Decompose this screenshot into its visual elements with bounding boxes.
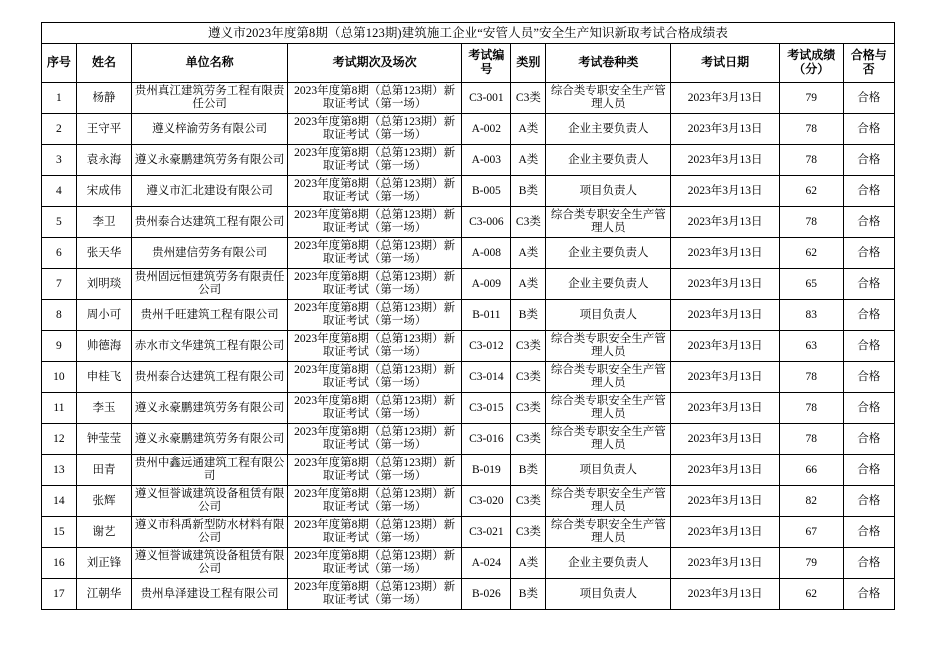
cell-pass: 合格: [843, 517, 894, 548]
cell-term: 2023年度第8期（总第123期）新取证考试（第一场）: [288, 145, 462, 176]
table-row: [42, 393, 895, 424]
cell-name: 周小可: [76, 300, 131, 331]
column-header-exam-code-line1: 考试编: [468, 48, 505, 63]
cell-category: B类: [511, 455, 546, 486]
cell-score: 66: [780, 455, 844, 486]
cell-pass: 合格: [843, 455, 894, 486]
cell-index: 1: [42, 83, 77, 114]
cell-paper-type: 企业主要负责人: [546, 238, 671, 269]
table-body: [42, 83, 895, 610]
table-head: [42, 23, 895, 83]
column-header-term: 考试期次及场次: [288, 44, 462, 83]
cell-exam-code: A-003: [462, 145, 511, 176]
cell-exam-date: 2023年3月13日: [671, 83, 780, 114]
cell-score: 78: [780, 145, 844, 176]
column-header-pass-line2: 否: [862, 62, 875, 76]
cell-index: 2: [42, 114, 77, 145]
cell-category: A类: [511, 238, 546, 269]
column-header-unit: 单位名称: [132, 44, 288, 83]
cell-pass: 合格: [843, 114, 894, 145]
cell-index: 3: [42, 145, 77, 176]
cell-category: A类: [511, 269, 546, 300]
cell-unit: 遵义市科禹新型防水材料有限公司: [132, 517, 288, 548]
cell-unit: 贵州固远恒建筑劳务有限责任公司: [132, 269, 288, 300]
cell-exam-date: 2023年3月13日: [671, 331, 780, 362]
cell-pass: 合格: [843, 145, 894, 176]
cell-index: 5: [42, 207, 77, 238]
document-title: 遵义市2023年度第8期（总第123期)建筑施工企业“安管人员”安全生产知识新取考试合格成绩表: [42, 23, 895, 44]
column-header-exam-date: 考试日期: [671, 44, 780, 83]
cell-exam-date: 2023年3月13日: [671, 176, 780, 207]
spreadsheet-area: [41, 22, 895, 610]
cell-category: C3类: [511, 362, 546, 393]
cell-unit: 遵义恒誉诚建筑设备租赁有限公司: [132, 548, 288, 579]
cell-index: 15: [42, 517, 77, 548]
cell-paper-type: 项目负责人: [546, 455, 671, 486]
cell-exam-code: C3-012: [462, 331, 511, 362]
cell-pass: 合格: [843, 579, 894, 610]
cell-unit: 贵州阜泽建设工程有限公司: [132, 579, 288, 610]
cell-paper-type: 综合类专职安全生产管理人员: [546, 331, 671, 362]
cell-term: 2023年度第8期（总第123期）新取证考试（第一场）: [288, 300, 462, 331]
cell-score: 78: [780, 424, 844, 455]
cell-paper-type: 项目负责人: [546, 176, 671, 207]
cell-category: C3类: [511, 83, 546, 114]
cell-name: 李卫: [76, 207, 131, 238]
table-row: [42, 455, 895, 486]
cell-pass: 合格: [843, 207, 894, 238]
cell-category: C3类: [511, 517, 546, 548]
cell-name: 江朝华: [76, 579, 131, 610]
cell-paper-type: 企业主要负责人: [546, 269, 671, 300]
cell-score: 78: [780, 393, 844, 424]
cell-exam-date: 2023年3月13日: [671, 486, 780, 517]
cell-exam-code: C3-001: [462, 83, 511, 114]
cell-category: C3类: [511, 207, 546, 238]
cell-category: C3类: [511, 486, 546, 517]
cell-category: C3类: [511, 424, 546, 455]
table-row: [42, 145, 895, 176]
cell-exam-date: 2023年3月13日: [671, 579, 780, 610]
cell-category: C3类: [511, 331, 546, 362]
cell-score: 78: [780, 362, 844, 393]
table-row: [42, 517, 895, 548]
column-header-score-line1: 考试成绩: [787, 48, 836, 63]
cell-exam-date: 2023年3月13日: [671, 238, 780, 269]
cell-score: 83: [780, 300, 844, 331]
cell-name: 张辉: [76, 486, 131, 517]
cell-paper-type: 综合类专职安全生产管理人员: [546, 517, 671, 548]
cell-exam-code: A-024: [462, 548, 511, 579]
cell-exam-code: A-009: [462, 269, 511, 300]
table-row: [42, 300, 895, 331]
cell-unit: 赤水市文华建筑工程有限公司: [132, 331, 288, 362]
cell-pass: 合格: [843, 238, 894, 269]
cell-score: 79: [780, 83, 844, 114]
cell-unit: 遵义市汇北建设有限公司: [132, 176, 288, 207]
cell-exam-code: A-008: [462, 238, 511, 269]
cell-pass: 合格: [843, 424, 894, 455]
cell-unit: 贵州千旺建筑工程有限公司: [132, 300, 288, 331]
column-header-score: [780, 44, 844, 83]
cell-index: 4: [42, 176, 77, 207]
cell-index: 6: [42, 238, 77, 269]
cell-paper-type: 项目负责人: [546, 579, 671, 610]
cell-term: 2023年度第8期（总第123期）新取证考试（第一场）: [288, 176, 462, 207]
cell-category: B类: [511, 579, 546, 610]
cell-unit: 贵州泰合达建筑工程有限公司: [132, 362, 288, 393]
cell-name: 谢艺: [76, 517, 131, 548]
cell-term: 2023年度第8期（总第123期）新取证考试（第一场）: [288, 83, 462, 114]
cell-unit: 贵州泰合达建筑工程有限公司: [132, 207, 288, 238]
cell-unit: 遵义永豪鹏建筑劳务有限公司: [132, 145, 288, 176]
cell-pass: 合格: [843, 486, 894, 517]
cell-index: 10: [42, 362, 77, 393]
cell-exam-date: 2023年3月13日: [671, 207, 780, 238]
cell-term: 2023年度第8期（总第123期）新取证考试（第一场）: [288, 269, 462, 300]
cell-name: 刘明琰: [76, 269, 131, 300]
table-row: [42, 579, 895, 610]
title-row: [42, 23, 895, 44]
cell-category: B类: [511, 300, 546, 331]
cell-exam-date: 2023年3月13日: [671, 548, 780, 579]
column-header-pass: [843, 44, 894, 83]
cell-term: 2023年度第8期（总第123期）新取证考试（第一场）: [288, 238, 462, 269]
cell-category: C3类: [511, 393, 546, 424]
cell-unit: 贵州真江建筑劳务工程有限责任公司: [132, 83, 288, 114]
cell-score: 65: [780, 269, 844, 300]
cell-name: 申桂飞: [76, 362, 131, 393]
cell-exam-code: C3-020: [462, 486, 511, 517]
cell-paper-type: 项目负责人: [546, 300, 671, 331]
table-row: [42, 114, 895, 145]
cell-exam-date: 2023年3月13日: [671, 269, 780, 300]
cell-paper-type: 综合类专职安全生产管理人员: [546, 207, 671, 238]
table-row: [42, 269, 895, 300]
cell-term: 2023年度第8期（总第123期）新取证考试（第一场）: [288, 517, 462, 548]
cell-term: 2023年度第8期（总第123期）新取证考试（第一场）: [288, 548, 462, 579]
cell-score: 79: [780, 548, 844, 579]
table-row: [42, 424, 895, 455]
cell-paper-type: 企业主要负责人: [546, 548, 671, 579]
column-header-index: 序号: [42, 44, 77, 83]
cell-index: 11: [42, 393, 77, 424]
cell-score: 78: [780, 207, 844, 238]
cell-name: 杨静: [76, 83, 131, 114]
cell-name: 刘正锋: [76, 548, 131, 579]
cell-exam-code: C3-016: [462, 424, 511, 455]
cell-index: 17: [42, 579, 77, 610]
cell-name: 李玉: [76, 393, 131, 424]
cell-exam-code: C3-006: [462, 207, 511, 238]
cell-paper-type: 企业主要负责人: [546, 145, 671, 176]
cell-exam-date: 2023年3月13日: [671, 455, 780, 486]
cell-exam-date: 2023年3月13日: [671, 300, 780, 331]
cell-unit: 贵州中鑫远通建筑工程有限公司: [132, 455, 288, 486]
cell-index: 9: [42, 331, 77, 362]
cell-score: 82: [780, 486, 844, 517]
cell-name: 钟莹莹: [76, 424, 131, 455]
cell-pass: 合格: [843, 393, 894, 424]
cell-index: 16: [42, 548, 77, 579]
column-header-exam-code: [462, 44, 511, 83]
cell-name: 宋成伟: [76, 176, 131, 207]
cell-unit: 遵义永豪鹏建筑劳务有限公司: [132, 424, 288, 455]
header-row: [42, 44, 895, 83]
cell-term: 2023年度第8期（总第123期）新取证考试（第一场）: [288, 486, 462, 517]
cell-paper-type: 企业主要负责人: [546, 114, 671, 145]
cell-pass: 合格: [843, 300, 894, 331]
table-row: [42, 331, 895, 362]
column-header-exam-code-line2: 号: [480, 62, 493, 76]
cell-name: 张天华: [76, 238, 131, 269]
cell-exam-date: 2023年3月13日: [671, 114, 780, 145]
cell-term: 2023年度第8期（总第123期）新取证考试（第一场）: [288, 393, 462, 424]
cell-unit: 遵义永豪鹏建筑劳务有限公司: [132, 393, 288, 424]
cell-exam-code: B-005: [462, 176, 511, 207]
cell-term: 2023年度第8期（总第123期）新取证考试（第一场）: [288, 331, 462, 362]
cell-index: 8: [42, 300, 77, 331]
cell-category: B类: [511, 176, 546, 207]
cell-score: 67: [780, 517, 844, 548]
column-header-pass-line1: 合格与: [850, 48, 887, 63]
cell-index: 14: [42, 486, 77, 517]
cell-index: 12: [42, 424, 77, 455]
cell-exam-date: 2023年3月13日: [671, 362, 780, 393]
cell-unit: 遵义恒誉诚建筑设备租赁有限公司: [132, 486, 288, 517]
results-table: [41, 22, 895, 610]
table-row: [42, 548, 895, 579]
cell-exam-code: C3-021: [462, 517, 511, 548]
cell-name: 王守平: [76, 114, 131, 145]
cell-paper-type: 综合类专职安全生产管理人员: [546, 362, 671, 393]
column-header-name: 姓名: [76, 44, 131, 83]
cell-score: 78: [780, 114, 844, 145]
cell-term: 2023年度第8期（总第123期）新取证考试（第一场）: [288, 114, 462, 145]
cell-name: 帅德海: [76, 331, 131, 362]
cell-term: 2023年度第8期（总第123期）新取证考试（第一场）: [288, 424, 462, 455]
cell-exam-code: B-011: [462, 300, 511, 331]
cell-paper-type: 综合类专职安全生产管理人员: [546, 393, 671, 424]
cell-exam-code: A-002: [462, 114, 511, 145]
cell-exam-date: 2023年3月13日: [671, 517, 780, 548]
cell-unit: 贵州建信劳务有限公司: [132, 238, 288, 269]
cell-score: 62: [780, 176, 844, 207]
cell-exam-date: 2023年3月13日: [671, 145, 780, 176]
cell-pass: 合格: [843, 362, 894, 393]
cell-score: 62: [780, 579, 844, 610]
cell-pass: 合格: [843, 83, 894, 114]
table-row: [42, 176, 895, 207]
cell-exam-date: 2023年3月13日: [671, 393, 780, 424]
cell-unit: 遵义梓渝劳务有限公司: [132, 114, 288, 145]
cell-pass: 合格: [843, 331, 894, 362]
cell-term: 2023年度第8期（总第123期）新取证考试（第一场）: [288, 362, 462, 393]
cell-paper-type: 综合类专职安全生产管理人员: [546, 424, 671, 455]
cell-exam-code: B-019: [462, 455, 511, 486]
cell-score: 62: [780, 238, 844, 269]
column-header-category: 类别: [511, 44, 546, 83]
cell-category: A类: [511, 548, 546, 579]
cell-name: 袁永海: [76, 145, 131, 176]
cell-score: 63: [780, 331, 844, 362]
table-row: [42, 486, 895, 517]
cell-pass: 合格: [843, 269, 894, 300]
cell-paper-type: 综合类专职安全生产管理人员: [546, 486, 671, 517]
table-row: [42, 238, 895, 269]
cell-exam-code: C3-014: [462, 362, 511, 393]
cell-index: 13: [42, 455, 77, 486]
cell-paper-type: 综合类专职安全生产管理人员: [546, 83, 671, 114]
cell-pass: 合格: [843, 548, 894, 579]
cell-exam-date: 2023年3月13日: [671, 424, 780, 455]
cell-exam-code: C3-015: [462, 393, 511, 424]
table-row: [42, 362, 895, 393]
cell-exam-code: B-026: [462, 579, 511, 610]
cell-name: 田青: [76, 455, 131, 486]
column-header-score-line2: （分）: [793, 62, 830, 76]
table-row: [42, 207, 895, 238]
cell-term: 2023年度第8期（总第123期）新取证考试（第一场）: [288, 455, 462, 486]
table-row: [42, 83, 895, 114]
column-header-paper-type: 考试卷种类: [546, 44, 671, 83]
cell-index: 7: [42, 269, 77, 300]
cell-term: 2023年度第8期（总第123期）新取证考试（第一场）: [288, 579, 462, 610]
cell-category: A类: [511, 114, 546, 145]
cell-category: A类: [511, 145, 546, 176]
cell-pass: 合格: [843, 176, 894, 207]
cell-term: 2023年度第8期（总第123期）新取证考试（第一场）: [288, 207, 462, 238]
